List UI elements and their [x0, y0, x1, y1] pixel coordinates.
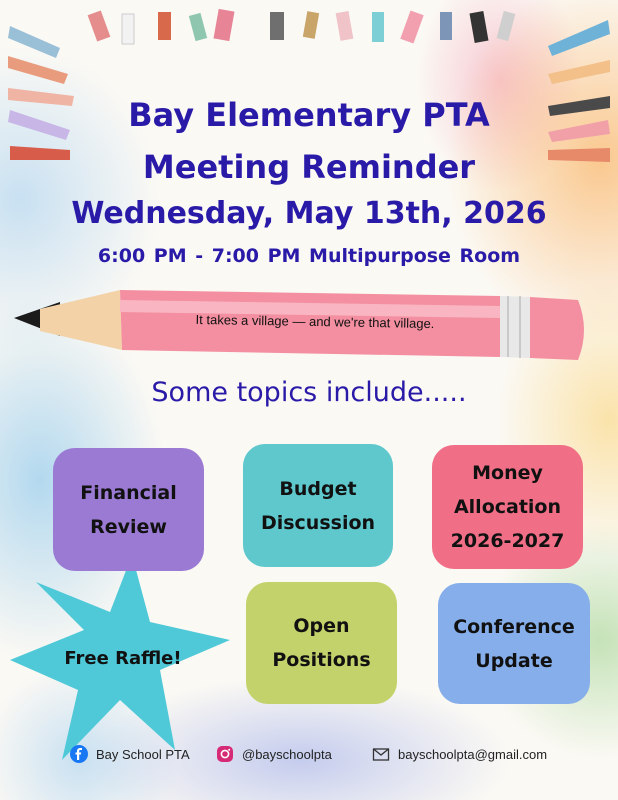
topic-conference-update — [438, 583, 590, 704]
topic-label: Money Allocation 2026-2027 — [450, 462, 565, 552]
email-link[interactable] — [372, 745, 547, 763]
free-raffle-label: Free Raffle! — [64, 648, 182, 669]
instagram-icon — [216, 745, 234, 763]
left-pencil-stack — [8, 26, 74, 160]
topic-label: Budget Discussion — [260, 477, 376, 534]
facebook-icon — [70, 745, 88, 763]
topic-label: Open Positions — [272, 615, 371, 671]
right-pencil-stack — [548, 20, 610, 162]
topic-budget-discussion — [243, 444, 393, 567]
instagram-text: @bayschoolpta — [242, 746, 332, 762]
pencil-tagline: It takes a village — and we're that village. — [195, 311, 435, 332]
topic-label: Conference Update — [453, 615, 575, 672]
envelope-icon — [372, 745, 390, 763]
facebook-text: Bay School PTA — [96, 746, 190, 762]
topics-heading: Some topics include..... — [151, 377, 467, 408]
topic-financial-review — [53, 448, 204, 571]
topic-open-positions — [246, 582, 397, 704]
facebook-link[interactable] — [70, 745, 190, 763]
meeting-time-place: 6:00 PM - 7:00 PM Multipurpose Room — [97, 245, 521, 267]
topic-label: Financial Review — [80, 481, 177, 538]
top-pencil-row — [88, 9, 516, 44]
email-text: bayschoolpta@gmail.com — [398, 746, 548, 762]
title-line-2: Meeting Reminder — [142, 148, 476, 186]
title-line-1: Bay Elementary PTA — [128, 96, 490, 134]
instagram-link[interactable] — [216, 745, 332, 763]
topic-money-allocation — [432, 445, 583, 569]
meeting-date: Wednesday, May 13th, 2026 — [71, 196, 547, 231]
